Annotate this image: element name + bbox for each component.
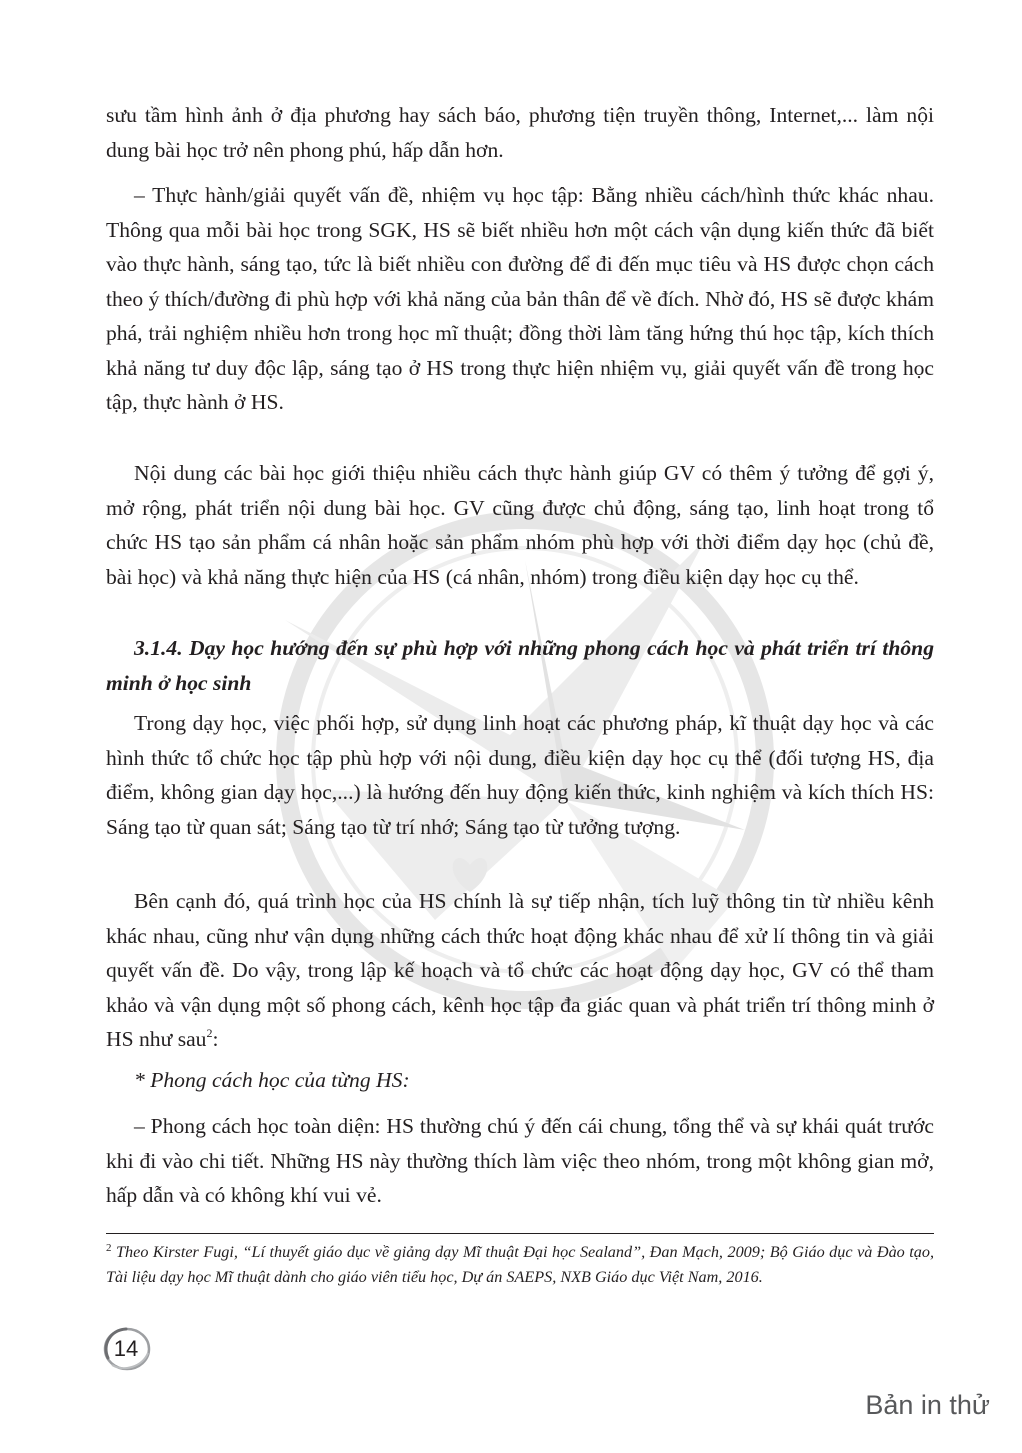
footnote-text: Theo Kirster Fugi, “Lí thuyết giáo dục về giảng dạy Mĩ thuật Đại học Sealand”, Đan Mạch, 2009; Bộ Giáo dục và Đào tạo, Tài liệu dạy học Mĩ thuật dành cho giáo viên tiểu học, Dự án SAEPS, NXB Giáo dục Việt Nam, 2016. xyxy=(106,1243,935,1286)
paragraph-learning-process xyxy=(106,884,934,1057)
paragraph-lesson-content: Nội dung các bài học giới thiệu nhiều cách thực hành giúp GV có thêm ý tưởng để gợi ý, mở rộng, phát triển nội dung bài học. GV cũng được chủ động, sáng tạo, linh hoạt trong tổ chức HS tạo sản phẩm cá nhân hoặc sản phẩm nhóm phù hợp với thời điểm dạy học (chủ đề, bài học) và khả năng thực hiện của HS (cá nhân, nhóm) trong điều kiện dạy học cụ thể. xyxy=(106,461,934,589)
paragraph-learning-process-text: Bên cạnh đó, quá trình học của HS chính là sự tiếp nhận, tích luỹ thông tin từ nhiều kênh khác nhau, cũng như vận dụng những cách thức hoạt động khác nhau để xử lí thông tin và giải quyết vấn đề. Do vậy, trong lập kế hoạch và tổ chức các hoạt động dạy học, GV có thể tham khảo và vận dụng một số phong cách, kênh học tập đa giác quan và phát triển trí thông minh ở HS như sau xyxy=(106,889,934,1051)
page-number-badge xyxy=(98,1325,154,1373)
footnote xyxy=(106,1240,934,1290)
subheading-learning-style: * Phong cách học của từng HS: xyxy=(134,1068,410,1092)
paragraph-continuation: sưu tầm hình ảnh ở địa phương hay sách báo, phương tiện truyền thông, Internet,... làm nội dung bài học trở nên phong phú, hấp dẫn hơn. xyxy=(106,103,934,162)
footnote-number: 2 xyxy=(106,1242,112,1254)
paragraph-learning-process-colon: : xyxy=(212,1027,219,1051)
paragraph-teaching: Trong dạy học, việc phối hợp, sử dụng linh hoạt các phương pháp, kĩ thuật dạy học và các hình thức tổ chức học tập phù hợp với nội dung, điều kiện dạy học cụ thể (đối tượng HS, địa điểm, không gian dạy học,...) là hướng đến huy động kiến thức, kinh nghiệm và kích thích HS: Sáng tạo từ quan sát; Sáng tạo từ trí nhớ; Sáng tạo từ tưởng tượng. xyxy=(106,711,934,839)
page-number: 14 xyxy=(113,1336,139,1361)
footnote-divider xyxy=(106,1233,934,1234)
section-heading: 3.1.4. Dạy học hướng đến sự phù hợp với những phong cách học và phát triển trí thông minh ở học sinh xyxy=(106,636,934,695)
paragraph-practice: – Thực hành/giải quyết vấn đề, nhiệm vụ học tập: Bằng nhiều cách/hình thức khác nhau. Thông qua mỗi bài học trong SGK, HS sẽ biết nhiều hơn một cách vận dụng kiến thức đã biết vào thực hành, sáng tạo, tức là biết nhiều con đường để đi đến mục tiêu và HS được chọn cách theo ý thích/đường đi phù hợp với khả năng của bản thân để về đích. Nhờ đó, HS sẽ được khám phá, trải nghiệm nhiều hơn trong học mĩ thuật; đồng thời làm tăng hứng thú học tập, kích thích khả năng tư duy độc lập, sáng tạo ở HS trong thực hiện nhiệm vụ, giải quyết vấn đề trong học tập, thực hành ở HS. xyxy=(106,183,934,414)
draft-label: Bản in thử xyxy=(865,1390,990,1420)
footnote-reference: 2 xyxy=(206,1026,213,1040)
paragraph-holistic-style: – Phong cách học toàn diện: HS thường chú ý đến cái chung, tổng thể và sự khái quát trước khi đi vào chi tiết. Những HS này thường thích làm việc theo nhóm, trong một không gian mở, hấp dẫn và có không khí vui vẻ. xyxy=(106,1114,934,1207)
